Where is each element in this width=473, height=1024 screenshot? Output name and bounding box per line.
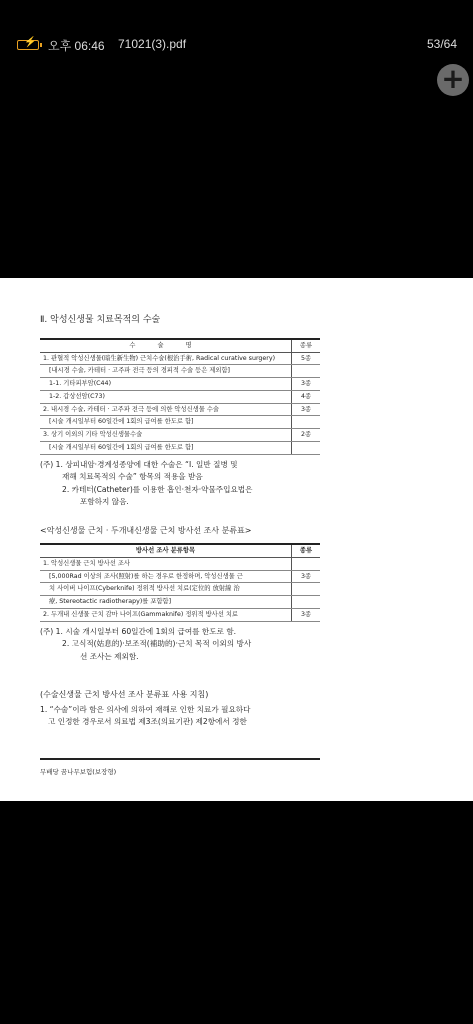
table-cell: [내시경 수술, 카테터 · 고주파 전극 등의 경피적 수술 등은 제외함] (40, 365, 292, 378)
note-line: 선 조사는 제외함. (80, 651, 139, 661)
surgery-table (40, 338, 320, 455)
table-cell: [5,000Rad 이상의 조사(照射)를 하는 경우로 한정하며, 악성신생물 근 (40, 570, 292, 583)
table-cell: 療, Stereotactic radiotherapy)를 포함함] (40, 596, 292, 609)
note-line: 재해 치료목적의 수술” 항목의 적용을 받음 (62, 472, 203, 482)
table-row (40, 403, 320, 416)
table-row (40, 570, 320, 583)
battery-icon: ⚡ (17, 40, 39, 50)
table-cell: 치 사이버 나이프(Cyberknife) 정위적 방사선 치료(定位的 放射線 治 (40, 583, 292, 596)
table-row (40, 378, 320, 391)
table-header: 방사선 조사 분류항목 (40, 544, 292, 557)
usage-guide-title: (수술신생물 근치 방사선 조사 분류표 사용 지침) (40, 690, 209, 700)
table-cell: 2. 내시경 수술, 카테터 · 고주파 전극 등에 의한 악성신생물 수술 (40, 403, 292, 416)
table-cell: 3종 (292, 608, 321, 621)
table-cell: [시술 개시일부터 60일간에 1회의 급여를 한도로 함] (40, 441, 292, 454)
page-footer: 무배당 꿈나무보험(보장형) (40, 768, 117, 776)
file-name: 71021(3).pdf (118, 37, 187, 51)
footer-divider (40, 758, 320, 760)
radiation-table-title: <악성신생물 근치 · 두개내신생물 근치 방사선 조사 분류표> (40, 525, 252, 535)
table-header: 수 술 명 (40, 339, 292, 352)
table-cell: 3종 (292, 378, 321, 391)
note-line: (주) 1. 상피내암·경계성종양에 대한 수술은 “Ⅰ. 일반 질병 및 (40, 459, 238, 469)
table-row (40, 365, 320, 378)
table-cell: 4종 (292, 390, 321, 403)
table-cell: 1. 관혈적 악성신생물(暗生新生物) 근치수술(根治手術, Radical curative surgery) (40, 352, 292, 365)
surgery-notes (40, 459, 320, 509)
status-bar (0, 0, 473, 90)
table-row (40, 596, 320, 609)
table-cell: 3종 (292, 403, 321, 416)
table-row (40, 557, 320, 570)
table-row (40, 583, 320, 596)
table-cell: 3종 (292, 570, 321, 583)
status-time: 오후 06:46 (48, 39, 105, 53)
table-cell (292, 416, 321, 429)
table-row (40, 352, 320, 365)
table-cell: 1-2. 갑상선암(C73) (40, 390, 292, 403)
table-cell (292, 596, 321, 609)
document-content (40, 314, 320, 729)
pdf-page[interactable] (0, 278, 473, 801)
note-line: 2. 고식적(姑息的)·보조적(補助的)·근치 목적 이외의 방사 (62, 639, 252, 649)
note-line: 2. 카테터(Catheter)를 이용한 흡인·천자·약물주입요법은 (62, 484, 253, 494)
table-row (40, 608, 320, 621)
table-row (40, 429, 320, 442)
radiation-notes (40, 626, 320, 664)
radiation-table (40, 543, 320, 622)
table-header: 종류 (292, 339, 321, 352)
table-cell (292, 583, 321, 596)
table-cell: 3. 상기 이외의 기타 악성신생물수술 (40, 429, 292, 442)
usage-line: 고 인정한 경우로서 의료법 제3조(의료기관) 제2항에서 정한 (48, 717, 247, 727)
table-cell: 1-1. 기타피부암(C44) (40, 378, 292, 391)
table-cell (292, 365, 321, 378)
table-cell: 5종 (292, 352, 321, 365)
table-cell: 1. 악성신생물 근치 방사선 조사 (40, 557, 292, 570)
table-cell: 2. 두개내 신생물 근치 감마 나이프(Gammaknife) 정위적 방사선 치료 (40, 608, 292, 621)
note-line: (주) 1. 시술 개시일부터 60일간에 1회의 급여를 한도로 함. (40, 626, 237, 636)
page-counter: 53/64 (426, 37, 457, 51)
table-cell (292, 557, 321, 570)
usage-line: 1. “수술”이라 함은 의사에 의하여 재해로 인한 치료가 필요하다 (40, 704, 251, 714)
table-row (40, 416, 320, 429)
table-header: 종류 (292, 544, 321, 557)
table-cell (292, 441, 321, 454)
table-cell: [시술 개시일부터 60일간에 1회의 급여를 한도로 함] (40, 416, 292, 429)
table-row (40, 441, 320, 454)
add-button[interactable]: + (437, 64, 469, 96)
table-row (40, 390, 320, 403)
table-cell: 2종 (292, 429, 321, 442)
section-title: Ⅱ. 악성신생물 치료목적의 수술 (40, 315, 161, 325)
note-line: 포함하지 않음. (80, 497, 129, 507)
